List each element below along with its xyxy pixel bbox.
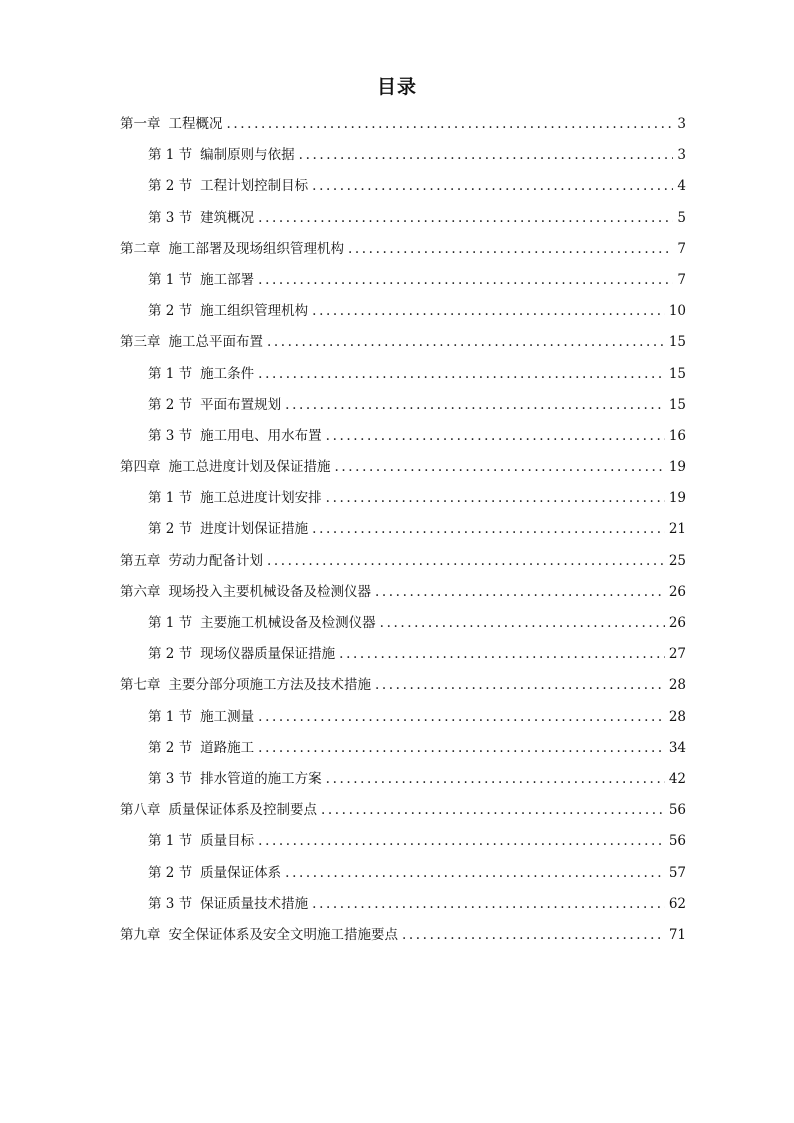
toc-entry-title: 工程概况 — [168, 116, 223, 132]
toc-entry-number: 第 2 节 — [148, 646, 193, 663]
toc-chapter-entry[interactable] — [120, 546, 686, 577]
dot-leader — [267, 327, 665, 358]
toc-section-entry[interactable] — [120, 265, 686, 296]
toc-entry-number: 第四章 — [120, 459, 161, 476]
toc-entry-number: 第一章 — [120, 116, 161, 132]
toc-page-number: 15 — [668, 334, 686, 351]
toc-entry-number: 第二章 — [120, 240, 161, 257]
toc-entry-number: 第七章 — [120, 677, 161, 694]
dot-leader — [258, 359, 665, 390]
dot-leader — [326, 483, 665, 514]
toc-chapter-entry[interactable] — [120, 577, 686, 608]
toc-section-entry[interactable] — [120, 702, 686, 733]
toc-page-number: 5 — [677, 209, 686, 226]
toc-entry-title: 施工总进度计划及保证措施 — [168, 459, 331, 476]
toc-page-number: 7 — [677, 240, 686, 257]
toc-page-number: 15 — [668, 365, 686, 382]
toc-entry-title: 道路施工 — [200, 739, 255, 756]
toc-section-entry[interactable] — [120, 514, 686, 545]
toc-entry-number: 第 2 节 — [148, 178, 193, 195]
toc-section-entry[interactable] — [120, 608, 686, 639]
toc-entry-number: 第九章 — [120, 926, 161, 943]
toc-entry-number: 第 2 节 — [148, 396, 193, 413]
toc-entry-title: 工程计划控制目标 — [200, 178, 309, 195]
toc-chapter-entry[interactable] — [120, 234, 686, 265]
toc-entry-title: 编制原则与依据 — [200, 147, 295, 164]
toc-entry-number: 第 1 节 — [148, 708, 193, 725]
toc-page-number: 16 — [668, 427, 686, 444]
toc-page-number: 26 — [668, 615, 686, 631]
toc-entry-number: 第 3 节 — [148, 895, 193, 912]
dot-leader — [380, 608, 665, 639]
toc-page-number: 4 — [677, 178, 686, 195]
toc-chapter-entry[interactable] — [120, 327, 686, 358]
toc-page-number: 27 — [668, 646, 686, 663]
toc-entry-title: 建筑概况 — [200, 209, 255, 226]
toc-section-entry[interactable] — [120, 826, 686, 857]
toc-entry-title: 质量保证体系及控制要点 — [168, 802, 317, 819]
dot-leader — [285, 390, 665, 421]
toc-entry-number: 第 1 节 — [148, 147, 193, 164]
dot-leader — [258, 826, 665, 857]
toc-entry-title: 平面布置规划 — [200, 396, 282, 413]
toc-entry-number: 第六章 — [120, 583, 161, 600]
dot-leader — [375, 577, 665, 608]
dot-leader — [335, 452, 665, 483]
toc-chapter-entry[interactable] — [120, 795, 686, 826]
toc-page-number: 3 — [677, 116, 686, 132]
toc-page-number: 71 — [668, 926, 686, 943]
toc-page-number: 26 — [668, 583, 686, 600]
toc-entry-number: 第 2 节 — [148, 303, 193, 320]
toc-section-entry[interactable] — [120, 390, 686, 421]
toc-entry-number: 第 1 节 — [148, 615, 193, 631]
dot-leader — [258, 733, 665, 764]
toc-section-entry[interactable] — [120, 764, 686, 795]
toc-page-number: 21 — [668, 521, 686, 538]
toc-section-entry[interactable] — [120, 421, 686, 452]
toc-entry-title: 质量目标 — [200, 833, 255, 850]
dot-leader — [312, 889, 665, 920]
dot-leader — [375, 670, 665, 701]
toc-page-number: 57 — [668, 864, 686, 881]
toc-page-number: 34 — [668, 739, 686, 756]
dot-leader — [321, 795, 665, 826]
toc-entry-number: 第五章 — [120, 552, 161, 569]
toc-entry-title: 施工部署及现场组织管理机构 — [168, 240, 344, 257]
toc-page-number: 62 — [668, 895, 686, 912]
toc-entry-number: 第八章 — [120, 802, 161, 819]
toc-page-number: 28 — [668, 677, 686, 694]
dot-leader — [258, 203, 673, 234]
toc-page-number: 19 — [668, 490, 686, 507]
dot-leader — [326, 421, 665, 452]
dot-leader — [402, 920, 665, 951]
dot-leader — [285, 858, 665, 889]
toc-section-entry[interactable] — [120, 359, 686, 390]
toc-section-entry[interactable] — [120, 296, 686, 327]
toc-entry-title: 保证质量技术措施 — [200, 895, 309, 912]
toc-entry-title: 劳动力配备计划 — [168, 552, 263, 569]
toc-entry-number: 第 3 节 — [148, 209, 193, 226]
toc-section-entry[interactable] — [120, 203, 686, 234]
toc-entry-title: 施工条件 — [200, 365, 255, 382]
dot-leader — [339, 639, 665, 670]
toc-page-number: 42 — [668, 770, 686, 787]
toc-entry-title: 质量保证体系 — [200, 864, 282, 881]
page-title: 目录 — [376, 76, 417, 98]
toc-entry-number: 第 2 节 — [148, 521, 193, 538]
toc-entry-number: 第 3 节 — [148, 770, 193, 787]
toc-section-entry[interactable] — [120, 140, 686, 171]
toc-page-number: 7 — [677, 271, 686, 288]
toc-page-number: 25 — [668, 552, 686, 569]
toc-section-entry[interactable] — [120, 858, 686, 889]
toc-page-number: 56 — [668, 833, 686, 850]
toc-entry-number: 第 1 节 — [148, 490, 193, 507]
table-of-contents — [120, 109, 686, 951]
dot-leader — [267, 546, 665, 577]
toc-page-number: 15 — [668, 396, 686, 413]
toc-entry-title: 施工组织管理机构 — [200, 303, 309, 320]
toc-entry-title: 主要分部分项施工方法及技术措施 — [168, 677, 371, 694]
dot-leader — [258, 265, 673, 296]
toc-entry-title: 现场仪器质量保证措施 — [200, 646, 336, 663]
dot-leader — [258, 702, 665, 733]
toc-page-number: 19 — [668, 459, 686, 476]
toc-page-number: 10 — [668, 303, 686, 320]
toc-entry-number: 第 1 节 — [148, 365, 193, 382]
dot-leader — [312, 514, 665, 545]
toc-chapter-entry[interactable] — [120, 452, 686, 483]
toc-entry-title: 施工测量 — [200, 708, 255, 725]
toc-entry-number: 第 2 节 — [148, 864, 193, 881]
toc-entry-title: 进度计划保证措施 — [200, 521, 309, 538]
dot-leader — [348, 234, 673, 265]
dot-leader — [312, 171, 673, 202]
toc-entry-number: 第 1 节 — [148, 271, 193, 288]
toc-entry-number: 第三章 — [120, 334, 161, 351]
toc-entry-title: 施工总平面布置 — [168, 334, 263, 351]
toc-entry-title: 现场投入主要机械设备及检测仪器 — [168, 583, 371, 600]
toc-chapter-entry[interactable] — [120, 920, 686, 951]
toc-entry-number: 第 1 节 — [148, 833, 193, 850]
dot-leader — [326, 764, 665, 795]
toc-chapter-entry[interactable] — [120, 670, 686, 701]
toc-section-entry[interactable] — [120, 889, 686, 920]
dot-leader — [299, 140, 674, 171]
toc-entry-number: 第 3 节 — [148, 427, 193, 444]
toc-entry-title: 施工部署 — [200, 271, 255, 288]
toc-entry-title: 主要施工机械设备及检测仪器 — [200, 615, 376, 631]
toc-entry-title: 排水管道的施工方案 — [200, 770, 322, 787]
toc-entry-title: 安全保证体系及安全文明施工措施要点 — [168, 926, 398, 943]
toc-page-number: 28 — [668, 708, 686, 725]
toc-chapter-entry[interactable] — [120, 109, 686, 140]
toc-section-entry[interactable] — [120, 733, 686, 764]
toc-section-entry[interactable] — [120, 639, 686, 670]
toc-section-entry[interactable] — [120, 483, 686, 514]
dot-leader — [227, 109, 674, 140]
toc-entry-title: 施工用电、用水布置 — [200, 427, 322, 444]
toc-entry-title: 施工总进度计划安排 — [200, 490, 322, 507]
toc-page-number: 56 — [668, 802, 686, 819]
dot-leader — [312, 296, 665, 327]
toc-entry-number: 第 2 节 — [148, 739, 193, 756]
toc-page-number: 3 — [677, 147, 686, 164]
toc-section-entry[interactable] — [120, 171, 686, 202]
